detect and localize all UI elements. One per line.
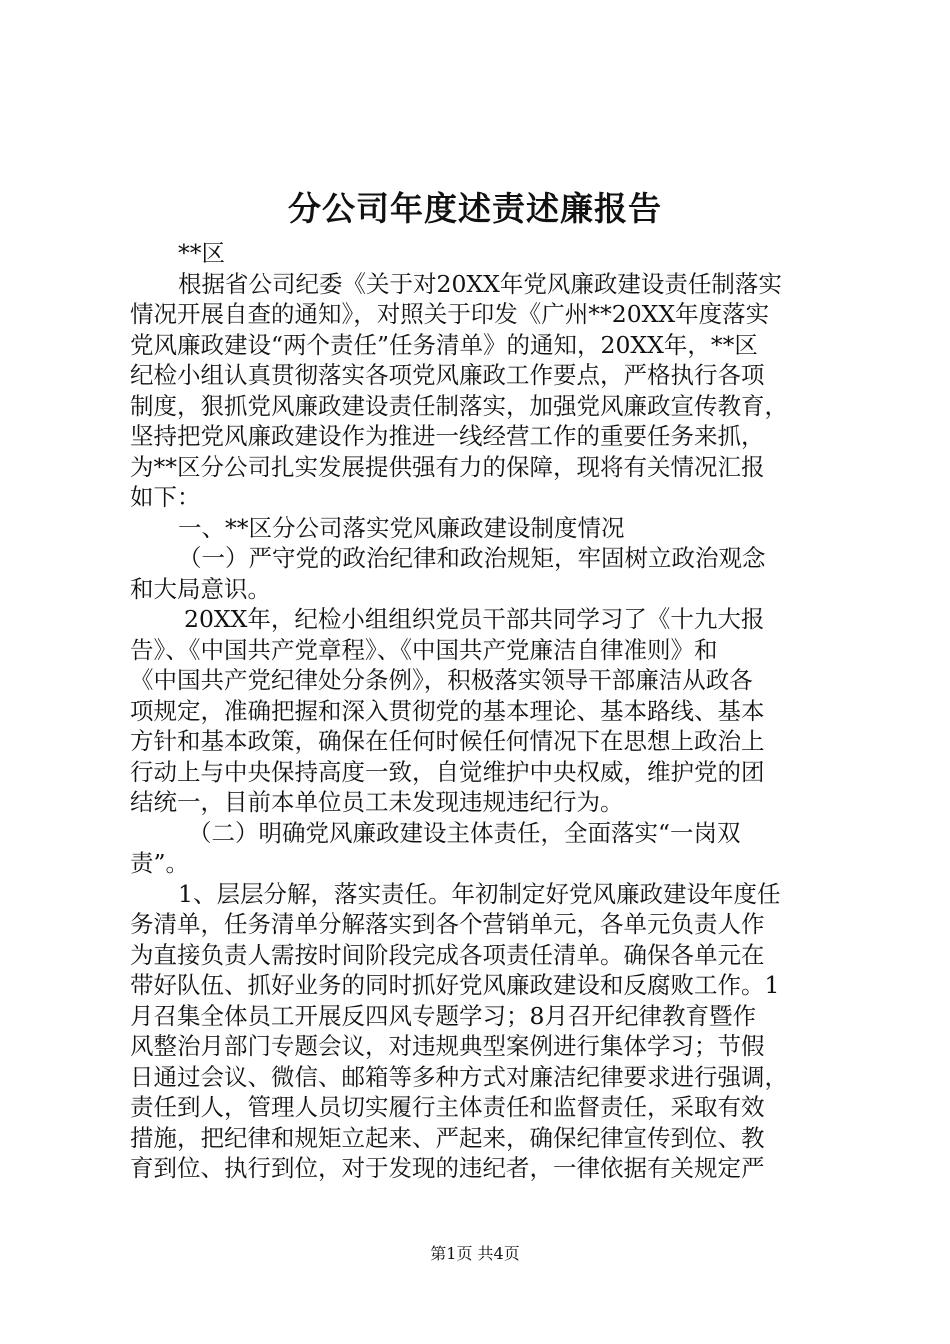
text-line: 1、层层分解，落实责任。年初制定好党风廉政建设年度任 (178, 879, 781, 908)
text-line: 如下： (130, 483, 201, 511)
text-line: 制度，狠抓党风廉政建设责任制落实，加强党风廉政宣传教育， (130, 391, 788, 420)
text-line: 根据省公司纪委《关于对20XX年党风廉政建设责任制落实 (178, 269, 782, 298)
text-line: 责”。 (130, 849, 190, 877)
document-body (130, 238, 845, 1184)
text-line: 告》、《中国共产党章程》、《中国共产党廉洁自律准则》和 (130, 635, 718, 664)
text-line: 情况开展自查的通知》，对照关于印发《广州**20XX年度落实 (130, 300, 770, 328)
text-line: 带好队伍、抓好业务的同时抓好党风廉政建设和反腐败工作。1 (130, 971, 780, 999)
text-line: 行动上与中央保持高度一致，自觉维护中央权威，维护党的团 (130, 757, 765, 786)
text-line: **区 (178, 239, 225, 267)
text-line: 20XX年，纪检小组组织党员干部共同学习了《十九大报 (184, 605, 765, 633)
text-line: 月召集全体员工开展反四风专题学习；8月召开纪律教育暨作 (130, 1001, 756, 1030)
text-line: 育到位、执行到位，对于发现的违纪者，一律依据有关规定严 (130, 1154, 765, 1182)
text-line: 坚持把党风廉政建设作为推进一线经营工作的重要任务来抓， (130, 422, 765, 450)
document-title: 分公司年度述责述廉报告 (288, 189, 662, 228)
text-line: 风整治月部门专题会议，对违规典型案例进行集体学习；节假 (130, 1032, 765, 1060)
text-line: 措施，把纪律和规矩立起来、严起来，确保纪律宣传到位、教 (130, 1123, 765, 1152)
text-line: 务清单，任务清单分解落实到各个营销单元，各单元负责人作 (130, 910, 765, 938)
page-footer: 第1页 共4页 (430, 1244, 520, 1263)
text-line: 和大局意识。 (130, 574, 271, 603)
text-line: 党风廉政建设“两个责任”任务清单》的通知，20XX年，**区 (130, 330, 758, 359)
text-line: 项规定，准确把握和深入贯彻党的基本理论、基本路线、基本 (130, 696, 765, 725)
text-line: 一、**区分公司落实党风廉政建设制度情况 (178, 513, 625, 542)
text-line: 责任到人，管理人员切实履行主体责任和监督责任，采取有效 (130, 1093, 765, 1121)
text-line: 结统一，目前本单位员工未发现违规违纪行为。 (130, 788, 624, 816)
text-line: 为直接负责人需按时间阶段完成各项责任清单。确保各单元在 (130, 940, 765, 969)
text-line: （二）明确党风廉政建设主体责任，全面落实“一岗双 (188, 818, 741, 847)
text-line: 纪检小组认真贯彻落实各项党风廉政工作要点，严格执行各项 (130, 361, 765, 389)
text-line: 《中国共产党纪律处分条例》，积极落实领导干部廉洁从政各 (130, 666, 753, 694)
text-line: 方针和基本政策，确保在任何时候任何情况下在思想上政治上 (130, 727, 765, 755)
text-line: （一）严守党的政治纪律和政治规矩，牢固树立政治观念 (178, 544, 766, 572)
text-line: 为**区分公司扎实发展提供强有力的保障，现将有关情况汇报 (130, 452, 765, 481)
text-line: 日通过会议、微信、邮箱等多种方式对廉洁纪律要求进行强调， (130, 1062, 788, 1091)
